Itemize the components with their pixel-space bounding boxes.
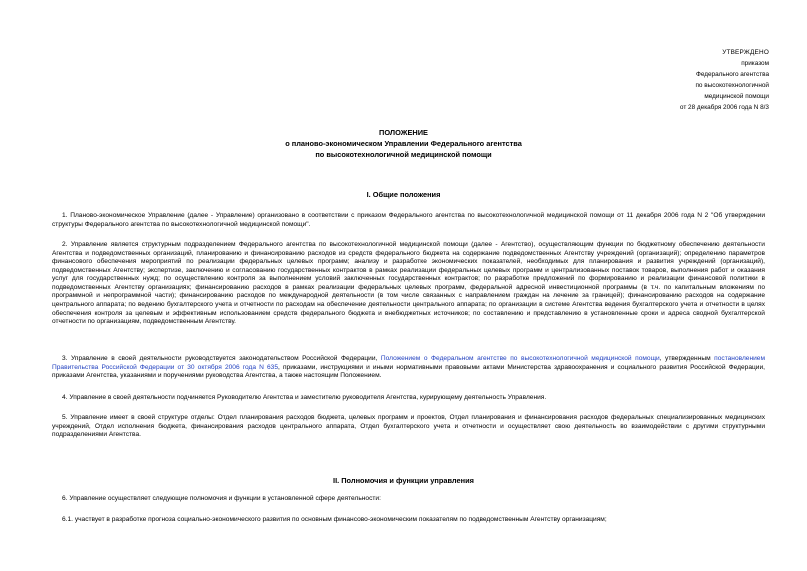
title-line: по высокотехнологичной медицинской помощи [315, 150, 492, 159]
paragraph-text: , приказами, инструкциями и иными нормативными правовыми актами Министерства здравоохранения и социального развития Российской Федерации, приказами Агентства, указаниями и поручениями руководства Агентства, а также настоящим Положением. [52, 363, 765, 380]
section-heading-powers: II. Полномочия и функции управления [333, 476, 474, 485]
approval-line: по высокотехнологичной [695, 82, 769, 89]
paragraph-text: 3. Управление в своей деятельности руководствуется законодательством Российской Федерации, [62, 355, 381, 362]
section-heading-general: I. Общие положения [366, 190, 441, 199]
title-line: ПОЛОЖЕНИЕ [379, 128, 428, 137]
paragraph-5: 5. Управление имеет в своей структуре отделы: Отдел планирования расходов бюджета, целевых программ и проектов, Отдел планирования и финансирования расходов федеральных специализированных медицинских учреждений, Отдел исполнения бюджета, финансирования расходов центрального аппарата, Отдел бухгалтерского учета и отчетности и осуществляет свою деятельность во взаимодействии с другими структурными подразделениями Агентства. [52, 414, 765, 439]
paragraph-1: 1. Планово-экономическое Управление (далее - Управление) организовано в соответствии с приказом Федерального агентства по высокотехнологичной медицинской помощи от 11 декабря 2006 года N 2 "Об утверждении структуры Федерального агентства по высокотехнологичной медицинской помощи". [52, 212, 765, 228]
approval-line: медицинской помощи [704, 93, 769, 100]
approval-block [680, 47, 769, 113]
paragraph-2: 2. Управление является структурным подразделением Федерального агентства по высокотехнологичной медицинской помощи (далее - Агентство), осуществляющим функции по бюджетному обеспечению деятельности Агентства и подведомственных организаций, планированию и финансированию расходов из средств федерального бюджета на содержание подведомственных Агентству учреждений (организаций); определению параметров финансового обеспечения мероприятий по реализации федеральных целевых программ; анализу и разработке экономических показателей, необходимых для планирования и развития учреждений (организаций), подведомственных Агентству; экспертизе, заключению и согласованию государственных контрактов в рамках реализации федеральных целевых программ и централизованных поставок товаров, выполнения работ и оказания услуг для государственных нужд; по осуществлению контроля за выполнением условий заключенных государственных контрактов; по разработке предложений по формированию и реализации финансовой политики в подведомственных Агентству организациях; финансированию расходов в рамках реализации федеральных целевых программ, федеральной адресной инвестиционной программы (в т.ч. по капитальным вложениям по программной и непрограммной части); финансированию расходов по международной деятельности (в том числе связанных с направлением граждан на лечение за границей); финансированию расходов на содержание центрального аппарата; по ведению бухгалтерского учета и отчетности по расходам на обеспечение деятельности центрального аппарата; по организации в системе Агентства ведения бухгалтерского учета и отчетности в целях обеспечения контроля за целевым и эффективным использованием средств федерального бюджета и внебюджетных источников; по составлению и представлению в установленные сроки и адреса сводной бухгалтерской отчетности по организациям, подведомственным Агентству. [52, 241, 765, 326]
paragraph-4: 4. Управление в своей деятельности подчиняется Руководителю Агентства и заместителю руководителя Агентства, курирующему деятельность Управления. [62, 394, 547, 401]
regulation-link[interactable]: Положением о Федеральном агентстве по высокотехнологичной медицинской помощи [380, 355, 660, 362]
title-line: о планово-экономическом Управлении Федерального агентства [285, 139, 522, 148]
government-decree-link[interactable]: постановлением Правительства Российской Федерации от 30 октября 2006 года N 635 [52, 355, 766, 371]
paragraph-text: , утвержденным [659, 355, 715, 362]
paragraph-6-1: 6.1. участвует в разработке прогноза социально-экономического развития по основным финансово-экономическим показателям по подведомственным Агентству организациям; [62, 516, 607, 523]
paragraph-6: 6. Управление осуществляет следующие полномочия и функции в установленной сфере деятельности: [62, 495, 381, 502]
approval-line: приказом [741, 60, 769, 67]
approval-line: Федерального агентства [695, 71, 769, 78]
document-title [0, 127, 807, 160]
approval-date: от 28 декабря 2006 года N 8/3 [679, 104, 769, 111]
approval-heading: УТВЕРЖДЕНО [722, 49, 769, 56]
paragraph-3 [52, 355, 765, 381]
